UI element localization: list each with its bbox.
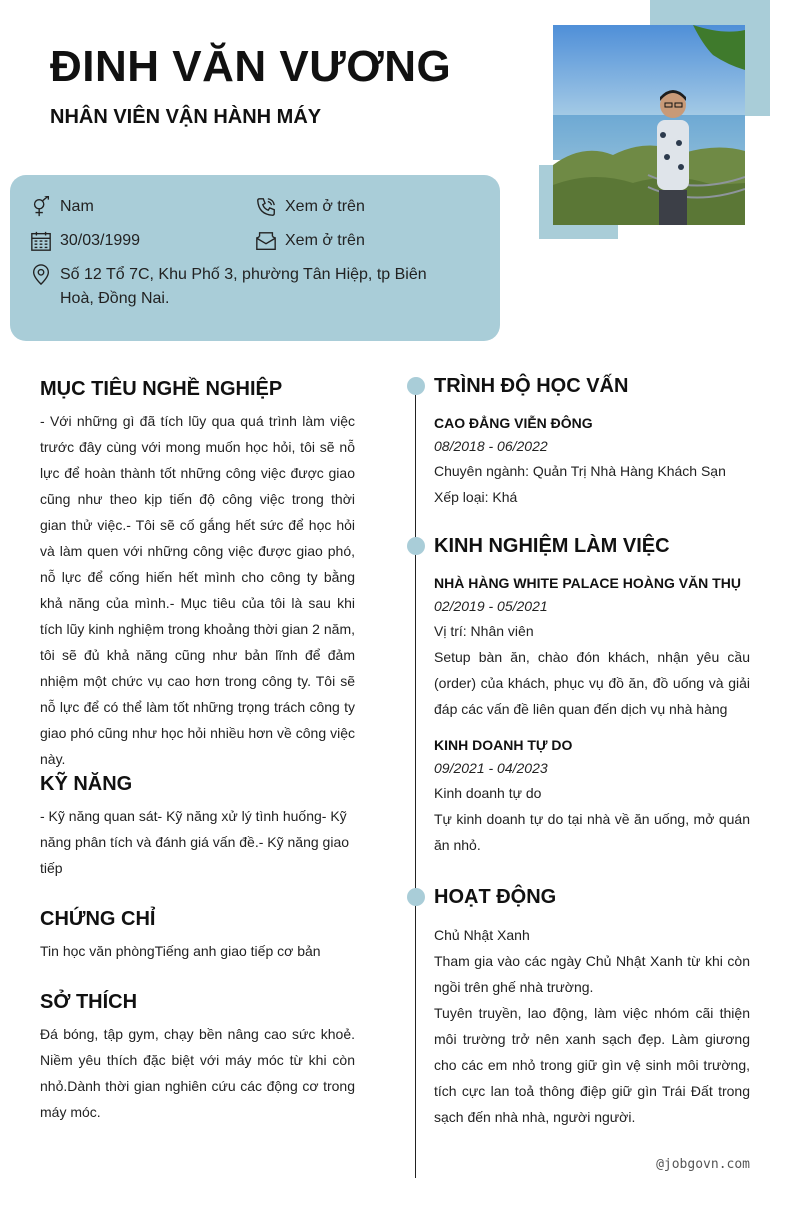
education-school: CAO ĐẲNG VIỄN ĐÔNG [434,415,593,431]
contact-gender: Nam [30,195,94,219]
certificates-title: CHỨNG CHỈ [40,908,156,930]
education-title: TRÌNH ĐỘ HỌC VẤN [434,375,629,397]
activities-section [434,884,750,1130]
gender-icon [30,196,52,218]
experience-company: KINH DOANH TỰ DO [434,737,573,753]
watermark: @jobgovn.com [656,1157,750,1172]
education-major: Chuyên ngành: Quản Trị Nhà Hàng Khách Sạn [434,463,726,479]
activity-description: Tuyên truyền, lao động, làm việc nhóm cãi thiện môi trường trở nên xanh sạch đẹp. Làm giương cho các em nhỏ trong giữ gìn vệ sinh môi trường, tích cực lan toả thông điệp giữ gìn Trái Đất trong sạch đến nhà nhà, người người. [434,1005,750,1125]
experience-item [434,573,750,722]
profile-photo [553,25,745,225]
experience-description: Setup bàn ăn, chào đón khách, nhận yêu cầu (order) của khách, phục vụ đồ ăn, đồ uống và giải đáp các vấn đề liên quan đến dịch vụ nhà hàng [434,649,750,717]
candidate-role: NHÂN VIÊN VẬN HÀNH MÁY [50,106,322,128]
experience-position: Kinh doanh tự do [434,785,542,801]
activities-title: HOẠT ĐỘNG [434,886,557,908]
contact-address: Số 12 Tổ 7C, Khu Phố 3, phường Tân Hiệp, tp Biên Hoà, Đồng Nai. [30,263,450,311]
objective-section [40,376,355,772]
location-pin-icon [30,264,52,286]
candidate-name: ĐINH VĂN VƯƠNG [50,42,452,91]
experience-dates: 02/2019 - 05/2021 [434,598,548,614]
phone-icon [255,196,277,218]
education-dates: 08/2018 - 06/2022 [434,438,548,454]
experience-dates: 09/2021 - 04/2023 [434,760,548,776]
timeline-dot-experience [407,537,425,555]
hobbies-section [40,989,355,1125]
experience-section [434,533,750,858]
objective-title: MỤC TIÊU NGHỀ NGHIỆP [40,378,283,400]
objective-text: - Với những gì đã tích lũy qua quá trình làm việc trước đây cùng với mong muốn học hỏi, tôi sẽ nỗ lực để hoàn thành tốt những công việc được giao cũng như theo kịp tiến độ công việc trong thời gian thử việc.- Tôi sẽ cố gắng hết sức để học hỏi và làm quen với những công việc được giao phó, nỗ lực để cống hiến hết mình cho công ty bằng khả năng của mình.- Mục tiêu của tôi là sau khi tích lũy kinh nghiệm trong khoảng thời gian 2 năm, tôi sẽ đủ khả năng cũng như bản lĩnh để đảm nhiệm một chức vụ cao hơn trong công ty. Tôi sẽ nỗ lực để có thể làm tốt những trọng trách công ty giao phó cũng như học hỏi nhiều hơn về công việc này. [40,413,355,767]
experience-description: Tự kinh doanh tự do tại nhà về ăn uống, mở quán ăn nhỏ. [434,811,750,853]
experience-title: KINH NGHIỆM LÀM VIỆC [434,535,670,557]
experience-company: NHÀ HÀNG WHITE PALACE HOÀNG VĂN THỤ [434,575,741,591]
skills-section [40,771,355,881]
calendar-icon [30,230,52,252]
contact-info-box [10,175,500,341]
hobbies-text: Đá bóng, tập gym, chạy bền nâng cao sức khoẻ. Niềm yêu thích đặc biệt với máy móc từ khi còn nhỏ.Dành thời gian nghiên cứu các động cơ trong máy móc. [40,1026,355,1120]
email-icon [255,230,277,252]
education-rank: Xếp loại: Khá [434,489,518,505]
certificates-text: Tin học văn phòngTiếng anh giao tiếp cơ bản [40,943,321,959]
timeline-dot-education [407,377,425,395]
activity-description: Tham gia vào các ngày Chủ Nhật Xanh từ khi còn ngồi trên ghế nhà trường. [434,953,750,995]
certificates-section [40,906,355,964]
contact-email: Xem ở trên [255,229,365,253]
experience-item [434,735,750,858]
experience-position: Vị trí: Nhân viên [434,623,534,639]
contact-phone: Xem ở trên [255,195,365,219]
activity-name: Chủ Nhật Xanh [434,927,530,943]
skills-text: - Kỹ năng quan sát- Kỹ năng xử lý tình huống- Kỹ năng phân tích và đánh giá vấn đề.- Kỹ năng giao tiếp [40,808,350,876]
timeline-line [415,385,416,1178]
skills-title: KỸ NĂNG [40,773,133,795]
contact-birthday: 30/03/1999 [30,229,140,253]
hobbies-title: SỞ THÍCH [40,991,138,1013]
timeline-dot-activities [407,888,425,906]
education-section [434,373,750,510]
